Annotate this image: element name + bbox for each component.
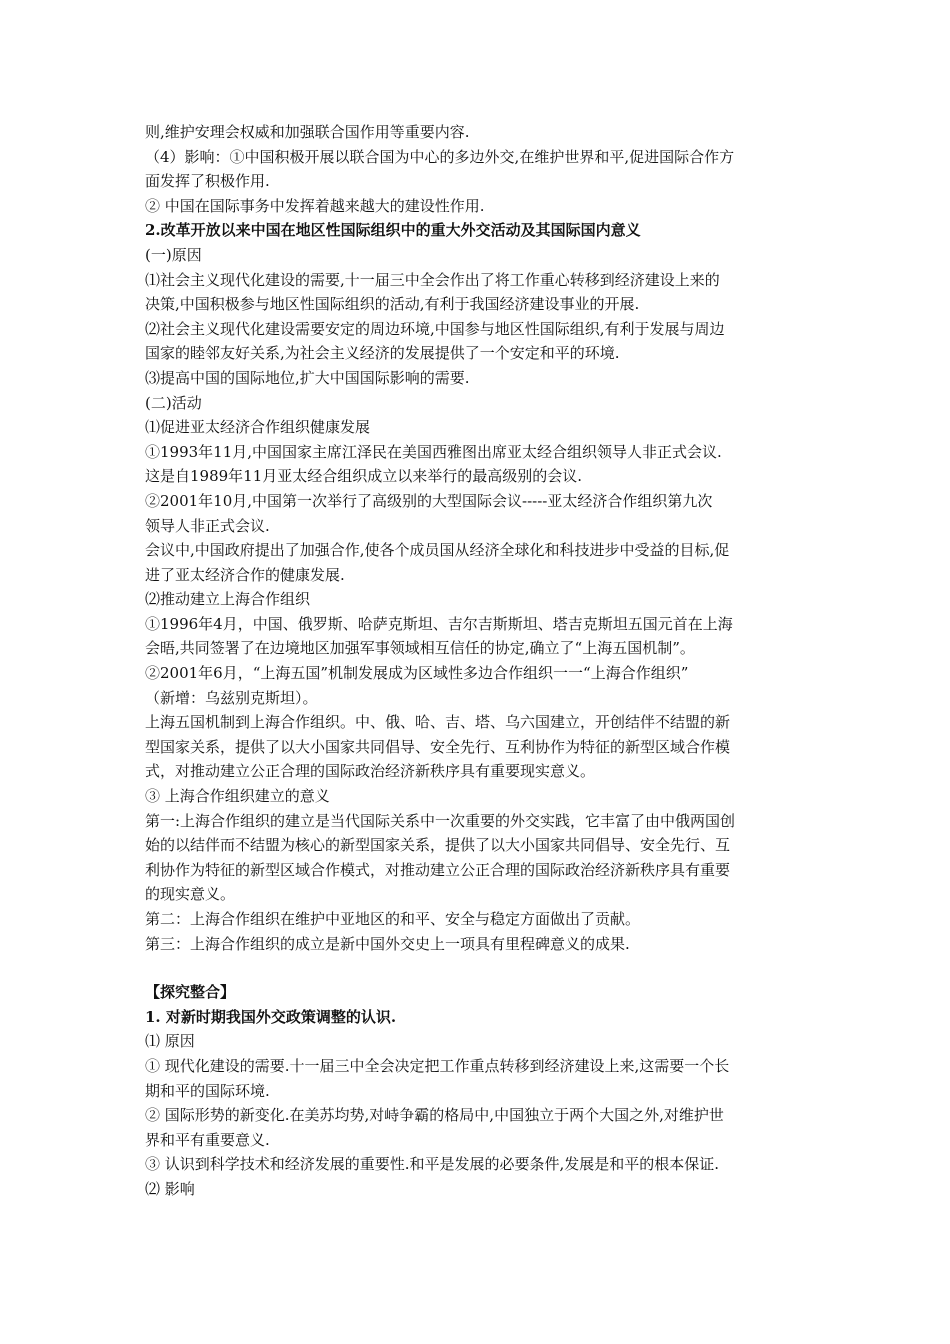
text-line: 利协作为特征的新型区域合作模式，对推动建立公正合理的国际政治经济新秩序具有重要 [145,860,731,879]
text-line: 始的以结伴而不结盟为核心的新型国家关系，提供了以大小国家共同倡导、安全先行、互 [145,836,731,855]
document-body-section [145,120,813,956]
text-line: ⑵推动建立上海合作组织 [145,590,311,609]
section-heading: 1. 对新时期我国外交政策调整的认识. [145,1007,397,1026]
text-line: 第二：上海合作组织在维护中亚地区的和平、安全与稳定方面做出了贡献。 [145,910,641,928]
text-line: ③ 上海合作组织建立的意义 [145,787,330,806]
text-line: （新增：乌兹别克斯坦）。 [145,688,318,707]
document-page [145,120,813,1202]
text-line: 型国家关系，提供了以大小国家共同倡导、安全先行、互利协作为特征的新型区域合作模 [145,737,731,756]
text-line: 会议中,中国政府提出了加强合作,使各个成员国从经济全球化和科技进步中受益的目标,促 [145,541,730,560]
text-line: ② 中国在国际事务中发挥着越来越大的建设性作用. [145,196,485,215]
text-line: ⑶提高中国的国际地位,扩大中国国际影响的需要. [145,368,470,387]
text-line: 领导人非正式会议. [145,516,270,535]
text-line: 这是自1989年11月亚太经合组织成立以来举行的最高级别的会议. [145,467,583,486]
text-line: ⑵ 影响 [145,1179,195,1198]
text-line: 进了亚太经济合作的健康发展. [145,565,345,584]
text-line: ① 现代化建设的需要.十一届三中全会决定把工作重点转移到经济建设上来,这需要一个长 [145,1056,730,1075]
text-line: ①1996年4月，中国、俄罗斯、哈萨克斯坦、吉尔吉斯斯坦、塔吉克斯坦五国元首在上海 [145,614,733,633]
text-line: ② 国际形势的新变化.在美苏均势,对峙争霸的格局中,中国独立于两个大国之外,对维护世 [145,1106,724,1125]
section-heading: 【探究整合】 [145,983,236,1002]
text-line: ②2001年10月,中国第一次举行了高级别的大型国际会议-----亚太经济合作组织第九次 [145,491,713,510]
text-line: ①1993年11月,中国国家主席江泽民在美国西雅图出席亚太经合组织领导人非正式会议. [145,442,722,461]
section-heading: 2.改革开放以来中国在地区性国际组织中的重大外交活动及其国际国内意义 [145,221,641,240]
text-line: 面发挥了积极作用. [145,172,270,191]
text-line: 界和平有重要意义. [145,1130,270,1149]
text-line: ⑴社会主义现代化建设的需要,十一届三中全会作出了将工作重心转移到经济建设上来的 [145,270,720,289]
text-line: (二)活动 [145,393,202,412]
text-line: （4）影响：①中国积极开展以联合国为中心的多边外交,在维护世界和平,促进国际合作方 [145,147,735,166]
text-line: 会晤,共同签署了在边境地区加强军事领域相互信任的协定,确立了“上海五国机制”。 [145,639,695,658]
text-line: 国家的睦邻友好关系,为社会主义经济的发展提供了一个安定和平的环境. [145,344,620,363]
text-line: ⑴ 原因 [145,1032,195,1051]
text-line: 决策,中国积极参与地区性国际组织的活动,有利于我国经济建设事业的开展. [145,295,640,314]
text-line: 式，对推动建立公正合理的国际政治经济新秩序具有重要现实意义。 [145,762,596,781]
inquiry-integration-section [145,980,813,1201]
text-line: 则,维护安理会权威和加强联合国作用等重要内容. [145,123,470,141]
section-gap [145,956,813,980]
text-line: 期和平的国际环境. [145,1081,270,1100]
text-line: 第一:上海合作组织的建立是当代国际关系中一次重要的外交实践，它丰富了由中俄两国创 [145,811,736,830]
text-line: ②2001年6月，“上海五国”机制发展成为区域性多边合作组织一一“上海合作组织” [145,664,689,683]
text-line: 第三：上海合作组织的成立是新中国外交史上一项具有里程碑意义的成果. [145,934,630,953]
text-line: (一)原因 [145,245,202,264]
text-line: ⑴促进亚太经济合作组织健康发展 [145,418,371,437]
text-line: ⑵社会主义现代化建设需要安定的周边环境,中国参与地区性国际组织,有利于发展与周边 [145,319,725,338]
text-line: 的现实意义。 [145,885,236,904]
text-line: 上海五国机制到上海合作组织。中、俄、哈、吉、塔、乌六国建立，开创结伴不结盟的新 [145,713,731,732]
text-line: ③ 认识到科学技术和经济发展的重要性.和平是发展的必要条件,发展是和平的根本保证. [145,1155,720,1174]
